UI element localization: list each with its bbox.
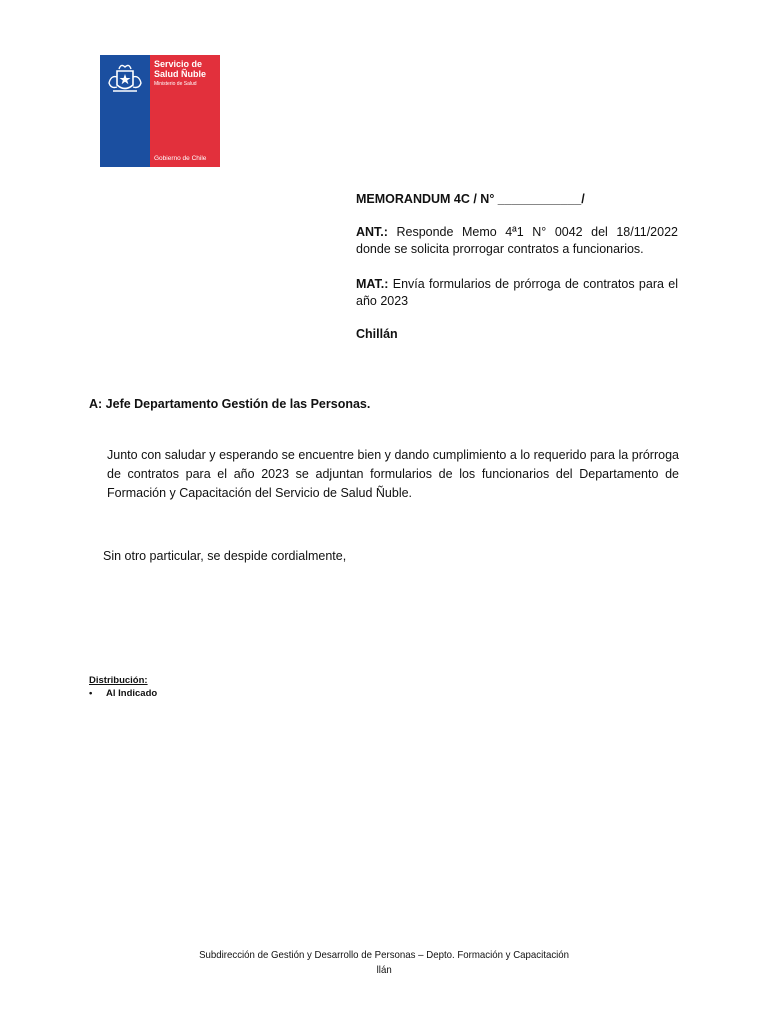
- footer-line-1: Subdirección de Gestión y Desarrollo de Personas – Depto. Formación y Capacitación: [199, 949, 569, 961]
- list-item: [89, 688, 157, 699]
- mat-label: MAT.:: [356, 277, 389, 291]
- logo-service-name: Servicio de Salud Ñuble: [154, 59, 207, 79]
- addressee: A: Jefe Departamento Gestión de las Personas.: [89, 397, 371, 411]
- mat-text: Envía formularios de prórroga de contratos para el año 2023: [356, 277, 678, 308]
- logo-ministry: Ministerio de Salud: [154, 81, 197, 87]
- logo-government: Gobierno de Chile: [154, 155, 207, 162]
- servicio-salud-nuble-logo: [100, 55, 220, 167]
- memo-header: MEMORANDUM 4C / N° ____________/: [356, 192, 585, 206]
- distribution-title: Distribución:: [89, 675, 148, 686]
- bullet-icon: •: [89, 688, 93, 699]
- body-paragraph: Junto con saludar y esperando se encuentre bien y dando cumplimiento a lo requerido para la prórroga de contratos para el año 2023 se adjuntan formularios de los funcionarios del Departamento de Formación y Capacitación del Servicio de Salud Ñuble.: [107, 448, 679, 500]
- city: Chillán: [356, 327, 398, 341]
- antecedent-block: [356, 224, 678, 258]
- distribution-item: Al Indicado: [106, 688, 158, 699]
- logo-blue-panel: [100, 55, 150, 167]
- distribution-list: [89, 688, 157, 699]
- ant-label: ANT.:: [356, 225, 388, 239]
- footer-line-2: llán: [376, 964, 392, 976]
- coat-of-arms-icon: [103, 59, 147, 99]
- ant-text: Responde Memo 4ª1 N° 0042 del 18/11/2022 donde se solicita prorrogar contratos a funcionarios.: [356, 225, 678, 256]
- closing-line: Sin otro particular, se despide cordialmente,: [103, 549, 347, 563]
- subject-block: [356, 276, 678, 310]
